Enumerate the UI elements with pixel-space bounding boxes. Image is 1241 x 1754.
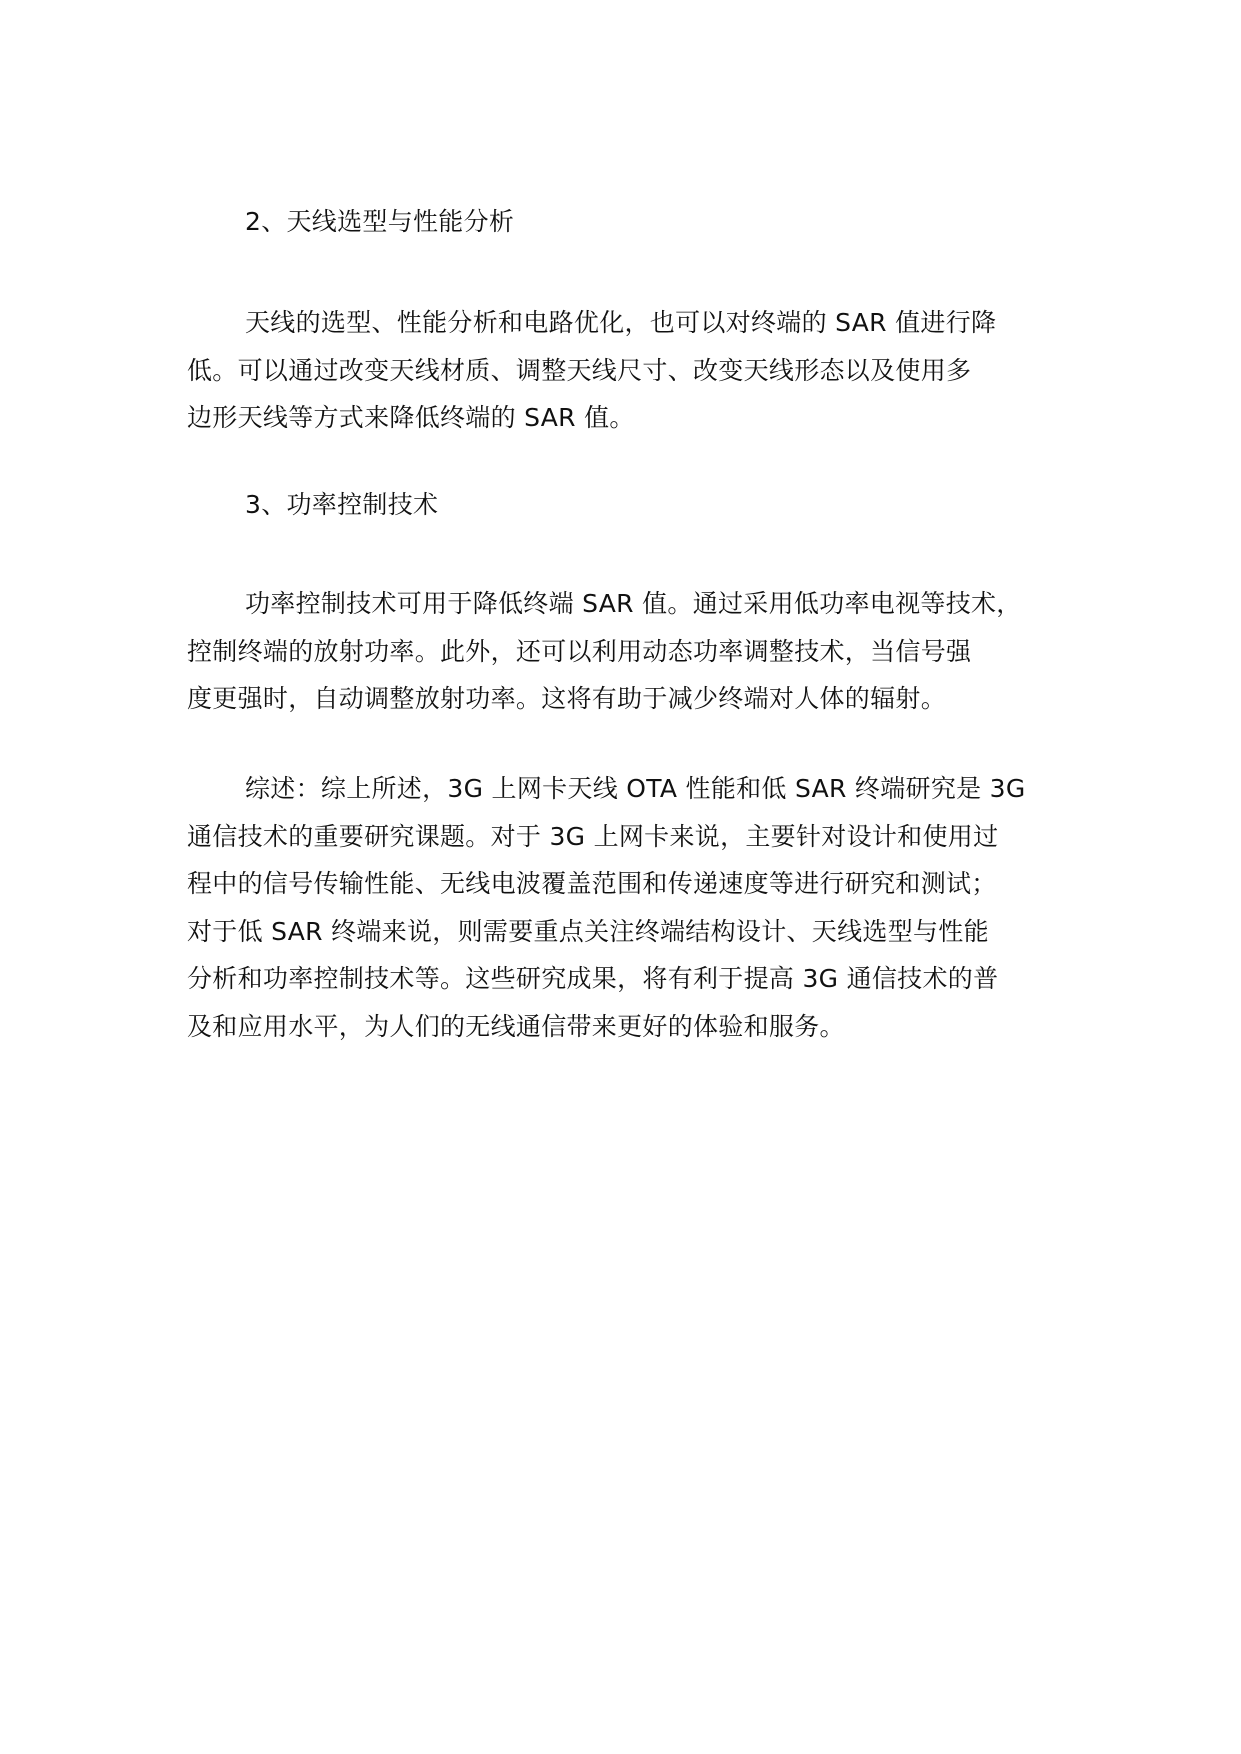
- paragraph-line: 对于低 SAR 终端来说，则需要重点关注终端结构设计、天线选型与性能: [187, 916, 989, 946]
- paragraph-antenna: [187, 299, 1087, 442]
- section-heading-power-control: [187, 481, 1087, 529]
- paragraph-line: 及和应用水平，为人们的无线通信带来更好的体验和服务。: [187, 1011, 845, 1041]
- paragraph-line: 功率控制技术可用于降低终端 SAR 值。通过采用低功率电视等技术，: [245, 589, 1022, 618]
- paragraph-line: 分析和功率控制技术等。这些研究成果，将有利于提高 3G 通信技术的普: [187, 964, 999, 993]
- paragraph-line: 通信技术的重要研究课题。对于 3G 上网卡来说，主要针对设计和使用过: [187, 821, 999, 851]
- paragraph-line: 综述：综上所述，3G 上网卡天线 OTA 性能和低 SAR 终端研究是 3G: [245, 774, 1026, 803]
- paragraph-line: 度更强时，自动调整放射功率。这将有助于减少终端对人体的辐射。: [187, 684, 947, 713]
- paragraph-line: 天线的选型、性能分析和电路优化，也可以对终端的 SAR 值进行降: [245, 308, 997, 337]
- paragraph-line: 控制终端的放射功率。此外，还可以利用动态功率调整技术，当信号强: [187, 636, 972, 666]
- heading-text: 3、功率控制技术: [245, 490, 439, 519]
- paragraph-line: 程中的信号传输性能、无线电波覆盖范围和传递速度等进行研究和测试；: [187, 869, 997, 898]
- paragraph-power-control: [187, 580, 1087, 723]
- paragraph-summary: [187, 765, 1087, 1050]
- heading-text: 2、天线选型与性能分析: [245, 207, 515, 236]
- section-heading-antenna: [187, 198, 1087, 246]
- paragraph-line: 边形天线等方式来降低终端的 SAR 值。: [187, 403, 635, 432]
- paragraph-line: 低。可以通过改变天线材质、调整天线尺寸、改变天线形态以及使用多: [187, 355, 972, 385]
